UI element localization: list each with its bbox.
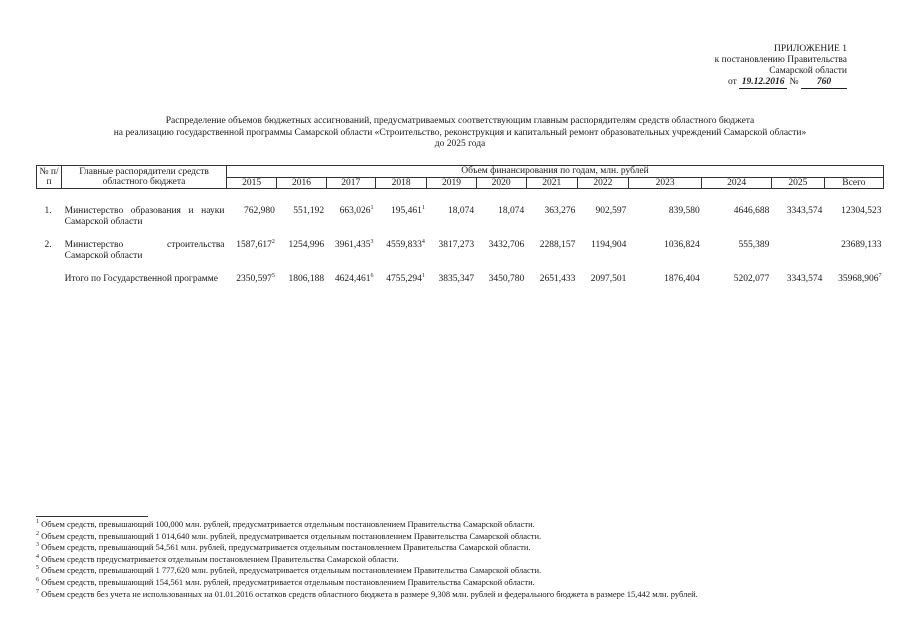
table-row: [37, 240, 884, 274]
value-cell: [277, 274, 326, 308]
footnote-text: Объем средств, превышающий 1 014,640 млн. рублей, предусматривается отдельным постановлением Правительства Самарской области.: [39, 530, 542, 541]
cell-value: 663,026: [339, 206, 371, 216]
header-year: 2021: [526, 177, 577, 189]
header-year: 2022: [577, 177, 628, 189]
value-cell: [427, 274, 476, 308]
footnote: [36, 565, 896, 577]
value-cell: [526, 206, 577, 240]
footnote: [36, 519, 896, 531]
footnote-text: Объем средств, превышающий 54,561 млн. рублей, предусматривается отдельным постановлением Правительства Самарской области.: [39, 542, 531, 553]
title-line: на реализацию государственной программы Самарской области «Строительство, реконструкция и капитальный ремонт образовательных учреждений Самарской области»: [113, 127, 807, 138]
footnote-number: 3: [36, 542, 39, 549]
header-year: 2023: [628, 177, 701, 189]
cell-value: 3343,574: [786, 274, 823, 284]
cell-value: 3961,435: [334, 240, 371, 250]
table-row: [37, 206, 884, 240]
header-year: 2024: [702, 177, 772, 189]
footnotes: [36, 519, 896, 600]
value-cell: [427, 206, 476, 240]
cell-value: 1036,824: [664, 240, 700, 250]
cell-value: 3432,706: [488, 240, 525, 250]
cell-value: 363,276: [544, 206, 576, 216]
value-cell: [376, 274, 427, 308]
value-cell: [702, 206, 772, 240]
appendix-line: Самарской области: [769, 66, 847, 76]
value-cell: [226, 274, 276, 308]
value-cell: [771, 274, 824, 308]
spacer-row: [37, 189, 884, 207]
financing-table: [36, 165, 884, 308]
footnote-ref: 2: [271, 239, 275, 245]
value-cell: [526, 240, 577, 274]
handwritten-number: 760: [801, 77, 847, 89]
footnote-text: Объем средств, превышающий 100,000 млн. рублей, предусматривается отдельным постановлением Правительства Самарской области.: [39, 519, 535, 529]
footnote-number: 6: [36, 576, 39, 583]
footnote-ref: 3: [370, 239, 374, 245]
value-cell: [226, 240, 276, 274]
footnote-number: 1: [36, 519, 39, 525]
footnote-ref: 1: [421, 205, 425, 211]
footnote-number: 7: [36, 588, 39, 595]
cell-value: 551,192: [293, 206, 325, 216]
value-cell: [628, 240, 701, 274]
value-cell: [577, 240, 628, 274]
value-cell: [277, 240, 326, 274]
handwritten-date: 19.12.2016: [739, 77, 787, 89]
row-distributor-name: Министерство образования и науки Самарской области: [64, 206, 225, 227]
cell-value: 4624,461: [334, 274, 371, 284]
cell-value: 4559,833: [386, 240, 422, 250]
cell-value: 195,461: [390, 206, 422, 216]
cell-value: 1194,904: [591, 240, 627, 250]
cell-value: 3343,574: [786, 206, 823, 216]
footnote: [36, 554, 896, 566]
value-cell: [476, 206, 526, 240]
value-cell: [824, 274, 883, 308]
value-cell: [476, 240, 526, 274]
cell-value: 12304,523: [841, 206, 882, 216]
footnote-text: Объем средств, превышающий 1 777,620 млн. рублей, предусматривается отдельным постановлением Правительства Самарской области.: [39, 565, 542, 576]
cell-value: 839,580: [668, 206, 700, 216]
value-cell: [326, 206, 375, 240]
header-year: Всего: [824, 177, 883, 189]
value-cell: [771, 240, 824, 274]
cell-value: 23689,133: [841, 240, 882, 250]
header-year: 2019: [427, 177, 476, 189]
appendix-line: к постановлению Правительства: [714, 55, 847, 65]
footnote-ref: 1: [370, 205, 374, 211]
cell-value: 35968,906: [838, 274, 879, 284]
cell-value: 5202,077: [733, 274, 770, 284]
cell-value: 4646,688: [733, 206, 770, 216]
header-year: 2020: [476, 177, 526, 189]
footnote-number: 2: [36, 530, 39, 537]
footnote-divider: [36, 516, 148, 517]
cell-value: 3450,780: [488, 274, 525, 284]
value-cell: [277, 206, 326, 240]
footnote: [36, 589, 896, 601]
header-financing-group: Объем финансирования по годам, млн. рублей: [226, 166, 883, 178]
cell-value: 1806,188: [288, 274, 325, 284]
header-year: 2025: [771, 177, 824, 189]
appendix-block: [715, 44, 847, 89]
title-line: Распределение объемов бюджетных ассигнований, предусматриваемых соответствующим главным распорядителям средств областного бюджета: [165, 116, 755, 126]
cell-value: 3817,273: [438, 240, 475, 250]
row-number: 2.: [44, 240, 52, 250]
cell-value: 18,074: [447, 206, 475, 216]
header-year: 2015: [226, 177, 276, 189]
cell-value: 18,074: [498, 206, 525, 216]
value-cell: [526, 274, 577, 308]
value-cell: [702, 274, 772, 308]
footnote-text: Объем средств предусматривается отдельным постановлением Правительства Самарской области.: [39, 553, 399, 564]
cell-value: 2097,501: [590, 274, 627, 284]
footnote-ref: 1: [421, 273, 425, 279]
value-cell: [376, 240, 427, 274]
footnote-ref: 5: [271, 273, 275, 279]
number-prefix: №: [789, 77, 799, 87]
footnote: [36, 542, 896, 554]
header-year: 2017: [326, 177, 375, 189]
cell-value: 902,597: [595, 206, 627, 216]
value-cell: [628, 206, 701, 240]
date-prefix: от: [728, 77, 737, 87]
row-number: [37, 274, 62, 308]
appendix-title: ПРИЛОЖЕНИЕ 1: [773, 44, 847, 54]
footnote: [36, 577, 896, 589]
cell-value: 1876,404: [664, 274, 700, 284]
header-distributors: Главные распорядители средств областного бюджета: [62, 166, 227, 189]
cell-value: 4755,294: [386, 274, 422, 284]
spacer-cell: [37, 189, 884, 207]
footnote-text: Объем средств, превышающий 154,561 млн. рублей, предусматривается отдельным постановлением Правительства Самарской области.: [39, 576, 535, 587]
footnote-ref: 6: [370, 273, 374, 279]
value-cell: [824, 240, 883, 274]
row-distributor-name: Министерство строительства Самарской области: [64, 240, 225, 261]
cell-value: 2288,157: [539, 240, 576, 250]
document-title: [60, 116, 860, 151]
cell-value: 3835,347: [438, 274, 475, 284]
value-cell: [702, 240, 772, 274]
footnote-number: 5: [36, 565, 39, 572]
header-number: № п/п: [37, 166, 62, 189]
table-body: [37, 189, 884, 309]
value-cell: [427, 240, 476, 274]
footnote-number: 4: [36, 553, 39, 560]
footnote-text: Объем средств без учета не использованных на 01.01.2016 остатков средств областного бюджета в размере 9,308 млн. рублей и федерального бюджета в размере 15,442 млн. рублей.: [39, 588, 698, 599]
title-line: до 2025 года: [434, 139, 486, 149]
header-year: 2016: [277, 177, 326, 189]
value-cell: [376, 206, 427, 240]
value-cell: [326, 240, 375, 274]
footnote: [36, 531, 896, 543]
value-cell: [771, 206, 824, 240]
cell-value: 762,980: [243, 206, 275, 216]
footnote-ref: 4: [421, 239, 425, 245]
appendix-date-line: [715, 77, 847, 89]
value-cell: [226, 206, 276, 240]
value-cell: [476, 274, 526, 308]
header-year: 2018: [376, 177, 427, 189]
value-cell: [577, 274, 628, 308]
cell-value: 1587,617: [236, 240, 272, 250]
footnote-ref: 7: [878, 273, 882, 279]
cell-value: 2651,433: [539, 274, 576, 284]
value-cell: [577, 206, 628, 240]
value-cell: [628, 274, 701, 308]
value-cell: [824, 206, 883, 240]
row-distributor-name: Итого по Государственной программе: [64, 274, 219, 284]
cell-value: 1254,996: [288, 240, 325, 250]
cell-value: 555,389: [738, 240, 770, 250]
table-row: [37, 274, 884, 308]
row-number: 1.: [44, 206, 52, 216]
value-cell: [326, 274, 375, 308]
cell-value: 2350,597: [236, 274, 272, 284]
